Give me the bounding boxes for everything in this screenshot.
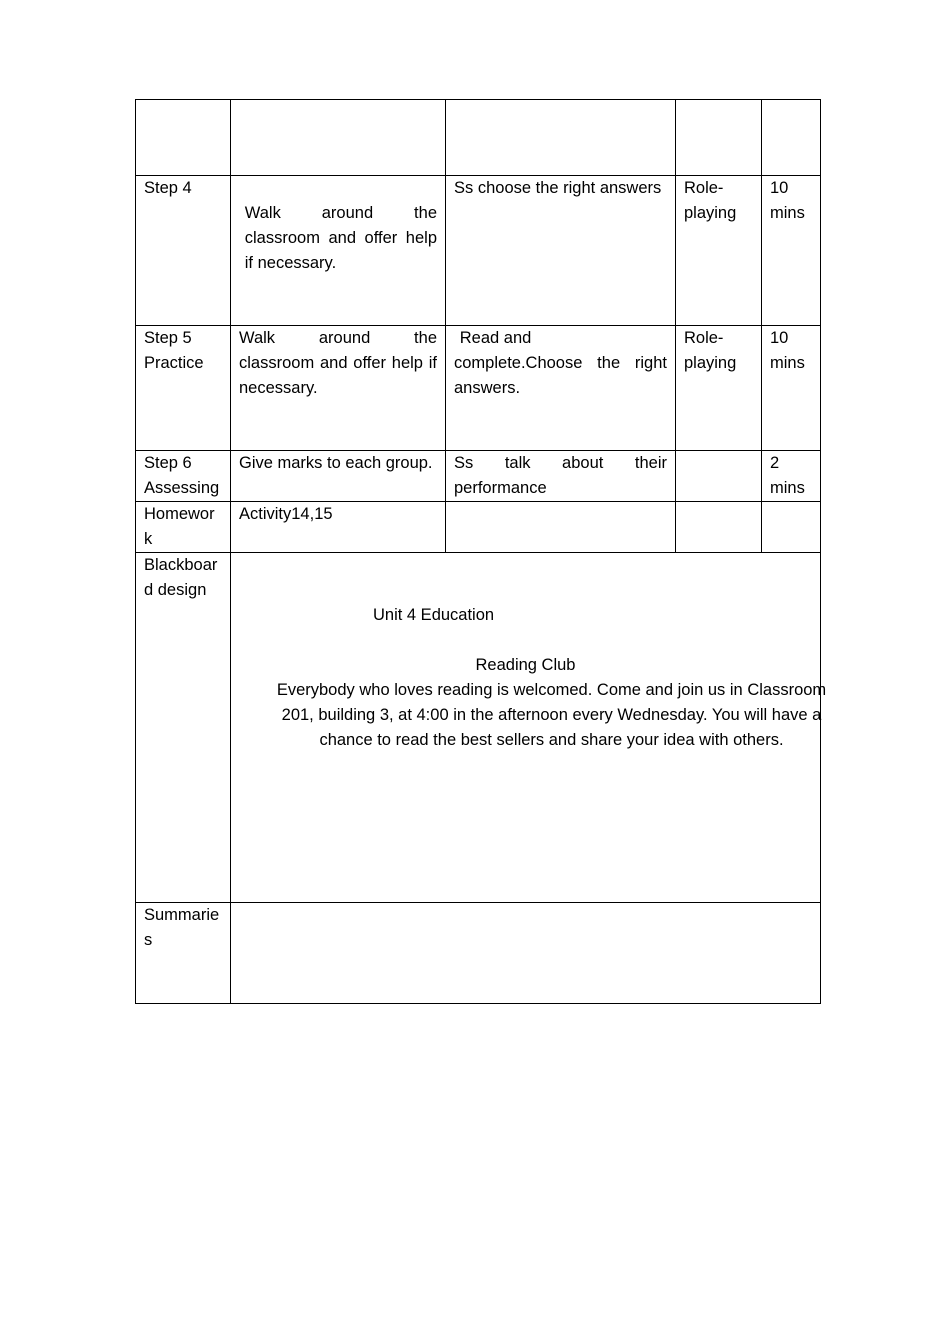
step4-method: Role-playing [676, 176, 762, 326]
table-cell [676, 502, 762, 553]
table-row-step4 [136, 176, 821, 326]
blackboard-club-title: Reading Club [475, 656, 576, 674]
table-row-step5 [136, 326, 821, 451]
table-row-empty [136, 100, 821, 176]
step6-label [136, 451, 231, 502]
homework-label: Homework [136, 502, 231, 553]
step5-label-line1: Step 5 [144, 329, 192, 347]
step4-time: 10 mins [762, 176, 821, 326]
step6-label-line1: Step 6 [144, 454, 192, 472]
table-cell [231, 100, 446, 176]
blackboard-design [231, 553, 827, 903]
homework-content: Activity14,15 [231, 502, 446, 553]
table-row-summaries [136, 903, 821, 1004]
step6-label-line2: Assessing [144, 479, 220, 497]
blackboard-unit-title: Unit 4 Education [373, 606, 495, 624]
table-cell [136, 100, 231, 176]
blackboard-club-text: Everybody who loves reading is welcomed. Come and join us in Classroom 201, building 3, at 4:00 in the afternoon every Wednesday. You will have a chance to read the best sellers and share your idea with others. [276, 681, 827, 749]
table-row-blackboard [136, 553, 821, 903]
table-cell [762, 502, 821, 553]
step5-method: Role-playing [676, 326, 762, 451]
step5-label [136, 326, 231, 451]
step4-teacher-activity [231, 176, 446, 326]
table-cell [762, 100, 821, 176]
step4-label: Step 4 [136, 176, 231, 326]
step5-time: 10 mins [762, 326, 821, 451]
summaries-content [231, 903, 821, 1004]
table-row-step6 [136, 451, 821, 502]
table-row-homework [136, 502, 821, 553]
step5-student-line2: complete.Choose the right answers. [454, 354, 667, 397]
step6-method [676, 451, 762, 502]
step6-time: 2 mins [762, 451, 821, 502]
step5-teacher-activity: Walk around the classroom and offer help if necessary. [231, 326, 446, 451]
step6-teacher-activity: Give marks to each group. [231, 451, 446, 502]
summaries-label: Summaries [136, 903, 231, 1004]
table-cell [446, 502, 676, 553]
step5-student-activity [446, 326, 676, 451]
table-cell [446, 100, 676, 176]
step4-student-activity: Ss choose the right answers [446, 176, 676, 326]
step4-teacher-text: Walk around the classroom and offer help if necessary. [244, 204, 437, 272]
step6-student-activity: Ss talk about their performance [446, 451, 676, 502]
lesson-plan-table [135, 99, 827, 1004]
step5-student-line1: Read and [459, 329, 532, 347]
step5-label-line2: Practice [144, 354, 204, 372]
blackboard-label: Blackboard design [136, 553, 231, 903]
table-cell [676, 100, 762, 176]
